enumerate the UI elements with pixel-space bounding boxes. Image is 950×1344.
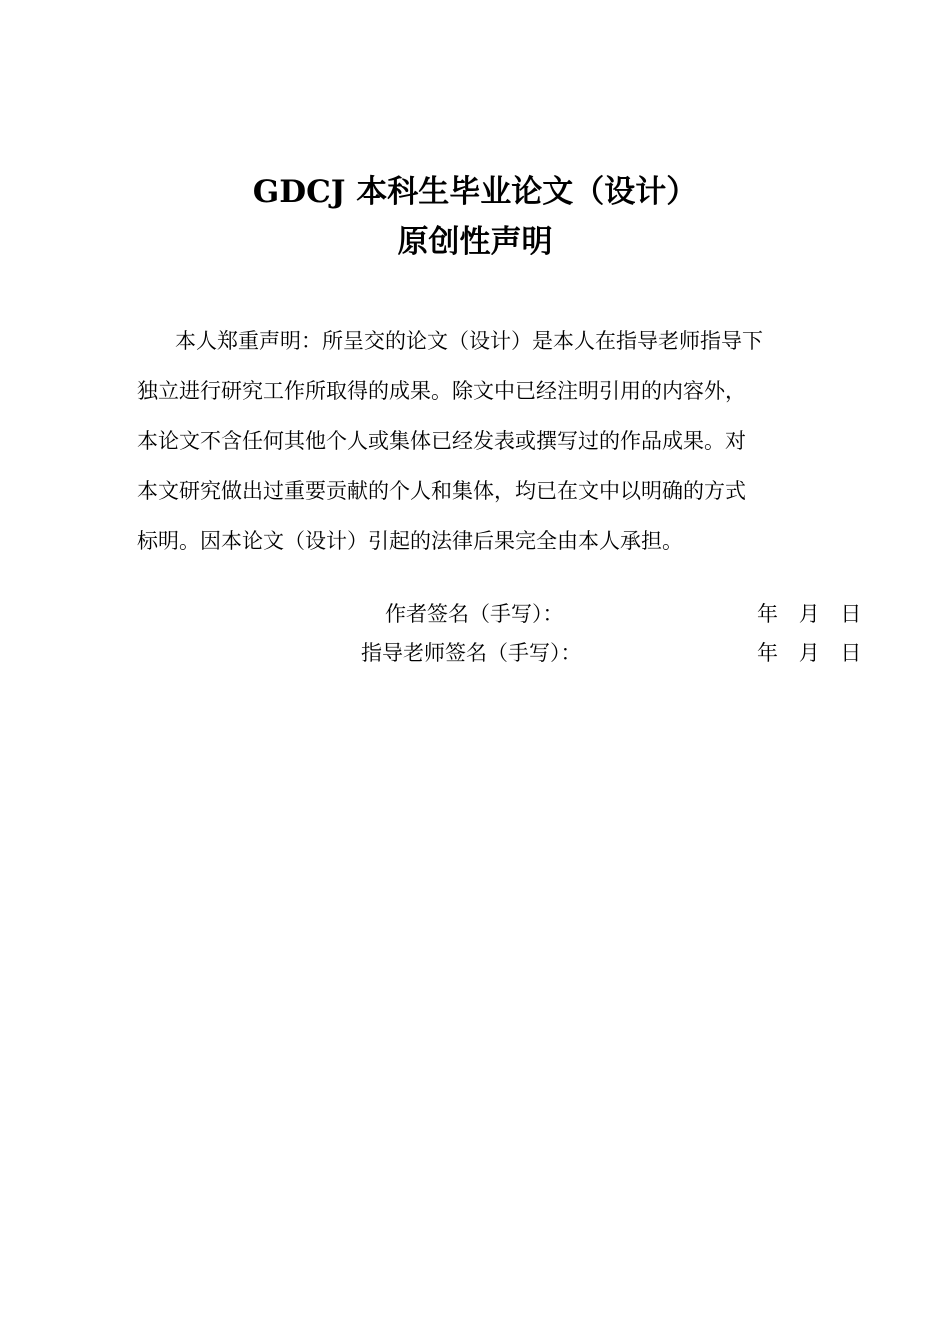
declaration-line: 本人郑重声明：所呈交的论文（设计）是本人在指导老师指导下 <box>175 329 763 353</box>
author-signature-date <box>757 600 861 628</box>
declaration-paragraph <box>137 316 857 566</box>
year-label: 年 <box>757 602 778 626</box>
day-label: 日 <box>840 602 862 626</box>
declaration-line: 本论文不含任何其他个人或集体已经发表或撰写过的作品成果。对 <box>137 429 746 453</box>
month-label: 月 <box>798 641 820 665</box>
declaration-line: 标明。因本论文（设计）引起的法律后果完全由本人承担。 <box>137 529 683 553</box>
document-title: GDCJ 本科生毕业论文（设计） <box>252 174 698 210</box>
declaration-line: 本文研究做出过重要贡献的个人和集体，均已在文中以明确的方式 <box>137 479 746 503</box>
year-label: 年 <box>757 641 778 665</box>
advisor-signature-date <box>757 639 861 667</box>
declaration-line: 独立进行研究工作所取得的成果。除文中已经注明引用的内容外， <box>137 379 746 403</box>
advisor-signature-label: 指导老师签名（手写）： <box>361 641 582 665</box>
month-label: 月 <box>798 602 820 626</box>
author-signature-label: 作者签名（手写）： <box>385 602 564 626</box>
document-subtitle: 原创性声明 <box>397 224 553 260</box>
day-label: 日 <box>840 641 862 665</box>
